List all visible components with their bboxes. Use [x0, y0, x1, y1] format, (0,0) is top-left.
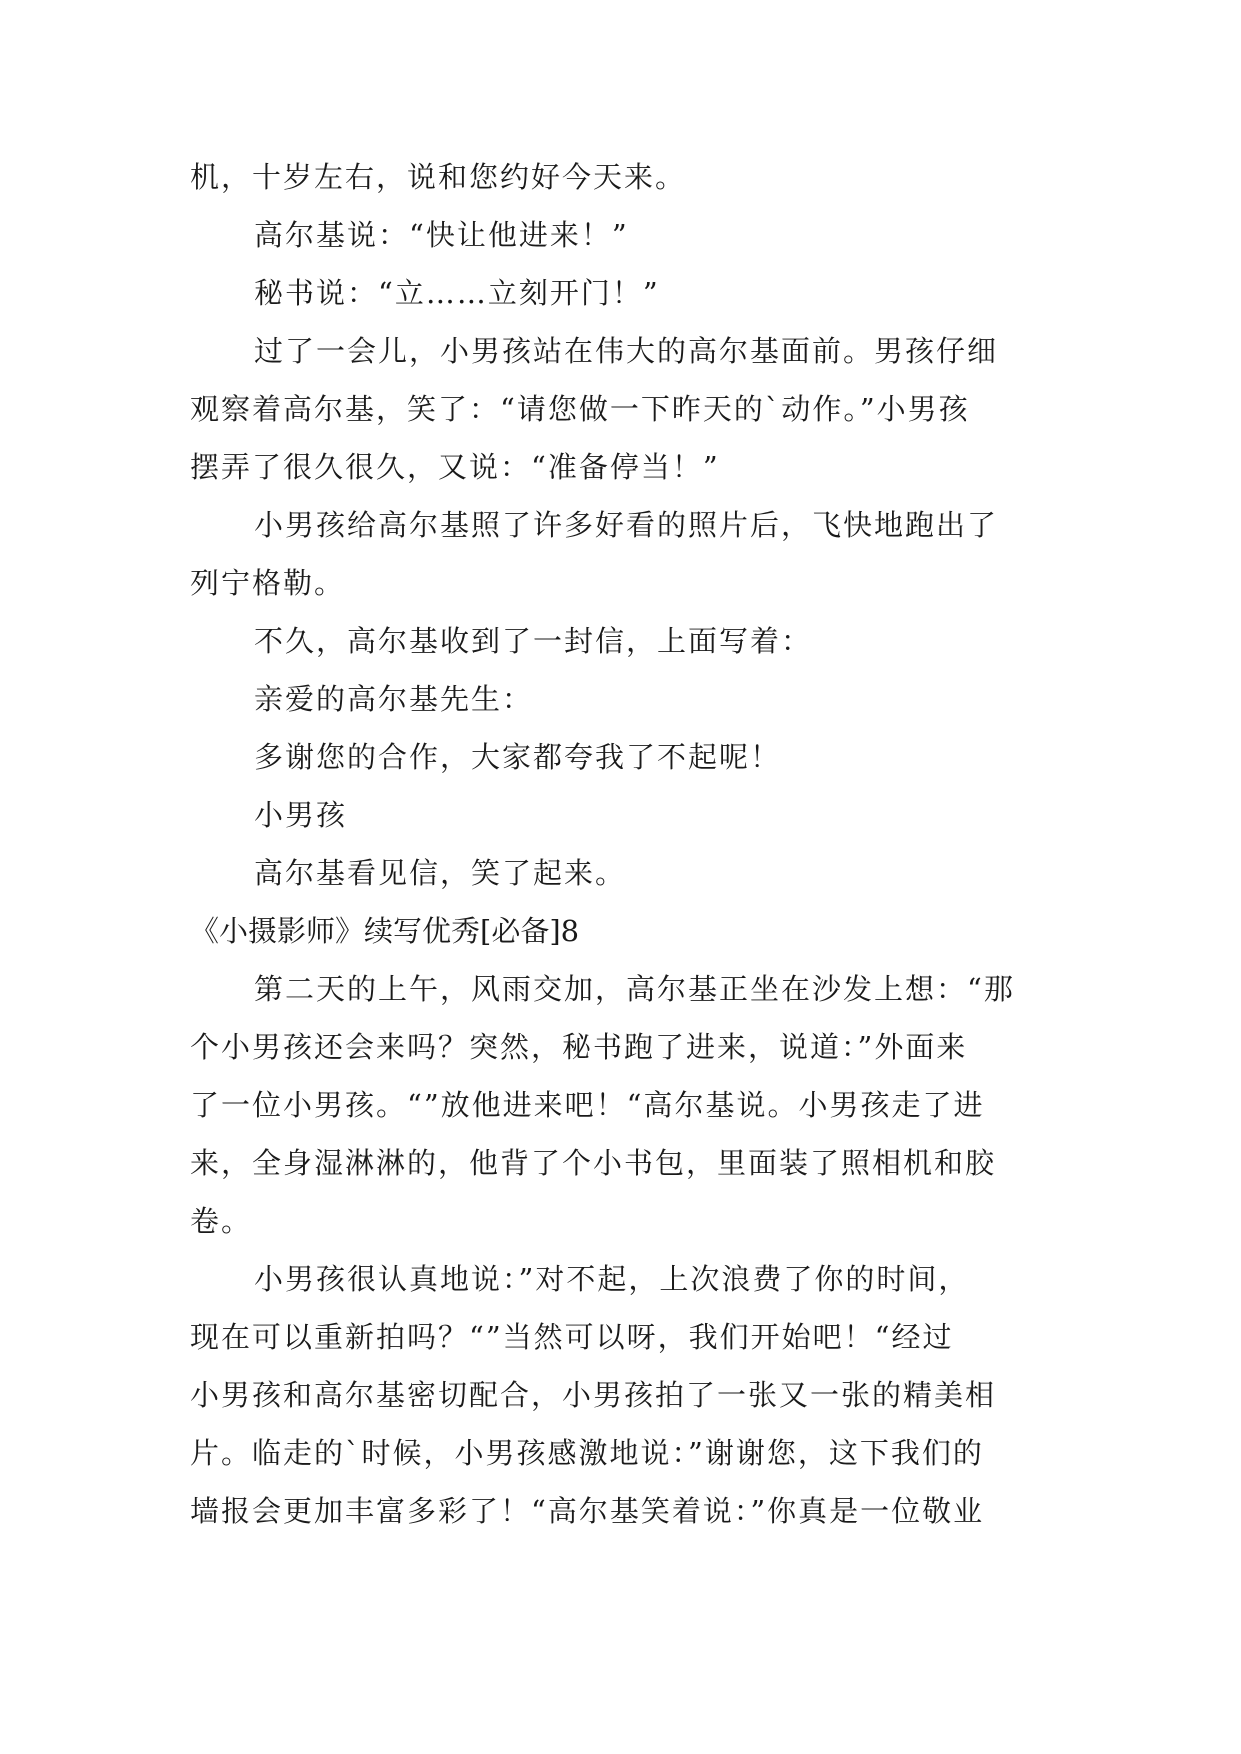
text-line: 秘书说：“立……立刻开门！”	[254, 276, 660, 310]
text-line: 高尔基看见信，笑了起来。	[254, 856, 627, 890]
text-line: 摆弄了很久很久，又说：“准备停当！”	[190, 450, 720, 484]
text-line: 亲爱的高尔基先生：	[254, 682, 534, 716]
text-line: 观察着高尔基，笑了：“请您做一下昨天的`动作。”小男孩	[190, 392, 970, 426]
text-line: 不久，高尔基收到了一封信，上面写着：	[254, 624, 813, 658]
text-line: 机，十岁左右，说和您约好今天来。	[190, 160, 687, 194]
text-line: 现在可以重新拍吗？“”当然可以呀，我们开始吧！“经过	[190, 1320, 954, 1354]
text-line: 墙报会更加丰富多彩了！“高尔基笑着说：”你真是一位敬业	[190, 1494, 985, 1528]
text-line: 了一位小男孩。“”放他进来吧！“高尔基说。小男孩走了进	[190, 1088, 985, 1122]
text-line: 多谢您的合作，大家都夸我了不起呢！	[254, 740, 782, 774]
text-line: 小男孩很认真地说：”对不起，上次浪费了你的时间，	[254, 1262, 970, 1296]
text-line: 高尔基说：“快让他进来！”	[254, 218, 629, 252]
text-line: 来，全身湿淋淋的，他背了个小书包，里面装了照相机和胶	[190, 1146, 997, 1180]
text-line: 过了一会儿，小男孩站在伟大的高尔基面前。男孩仔细	[254, 334, 999, 368]
document-body	[190, 162, 1060, 1554]
text-line: 小男孩	[254, 798, 348, 832]
text-line: 小男孩给高尔基照了许多好看的照片后，飞快地跑出了	[254, 508, 999, 542]
text-line: 列宁格勒。	[190, 566, 346, 600]
section-heading: 《小摄影师》续写优秀[必备]8	[190, 914, 580, 948]
text-line: 卷。	[190, 1204, 253, 1238]
text-line: 小男孩和高尔基密切配合，小男孩拍了一张又一张的精美相	[190, 1378, 997, 1412]
text-line: 片。临走的`时候，小男孩感激地说：”谢谢您，这下我们的	[190, 1436, 984, 1470]
text-line: 个小男孩还会来吗？突然，秘书跑了进来，说道：”外面来	[190, 1030, 968, 1064]
text-line: 第二天的上午，风雨交加，高尔基正坐在沙发上想：“那	[254, 972, 1015, 1006]
